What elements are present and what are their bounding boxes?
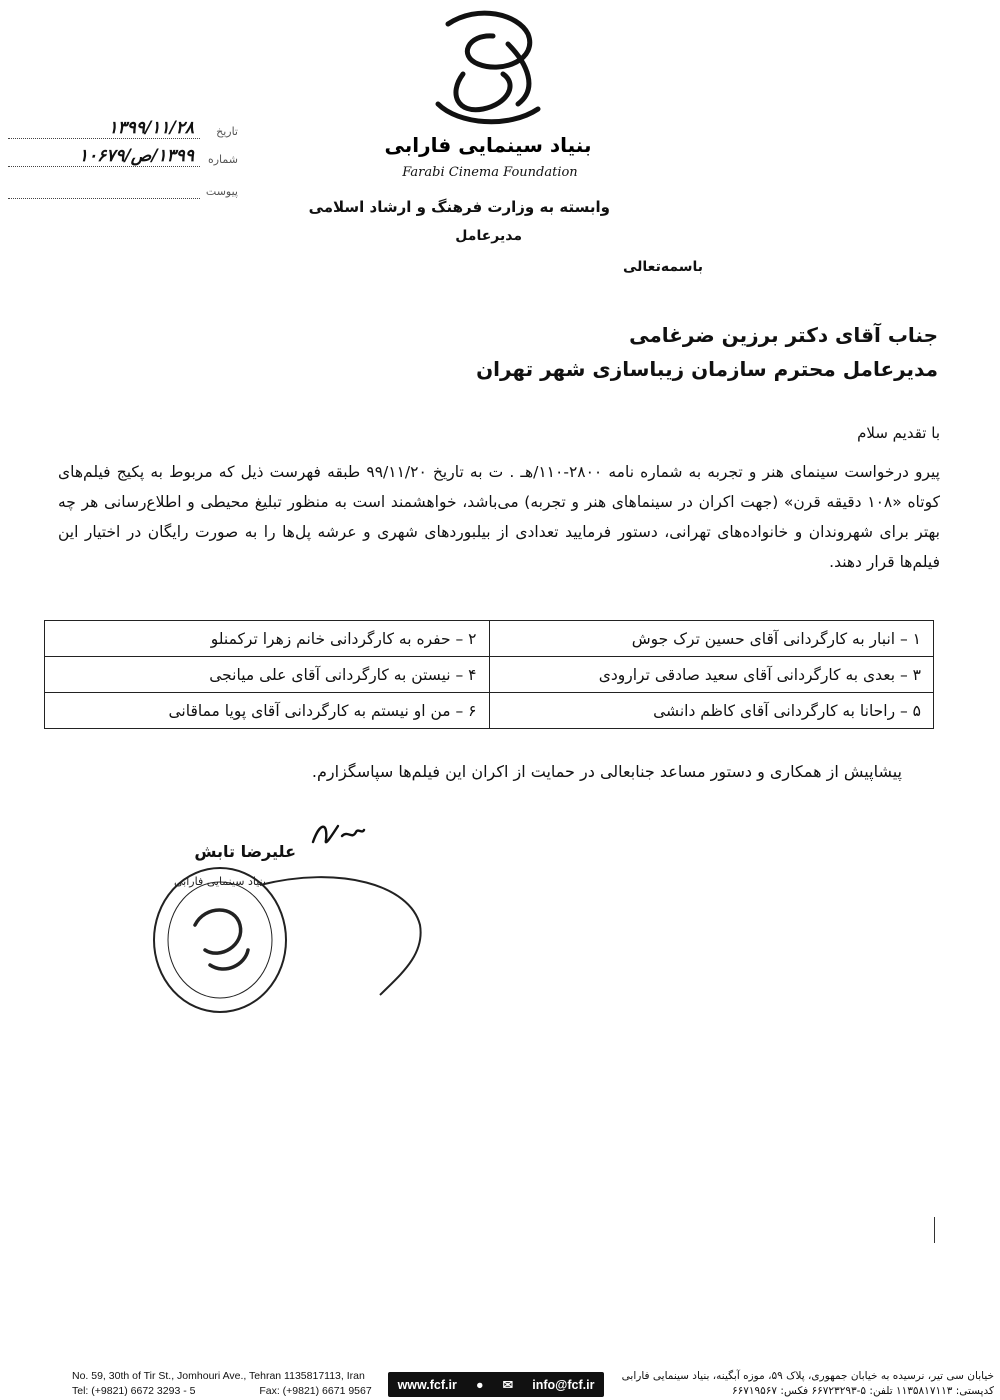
number-label: شماره [207, 152, 238, 166]
farabi-logo [384, 4, 592, 159]
office-title: مدیرعامل [455, 228, 522, 244]
footer-address-en: No. 59, 30th of Tir St., Jomhouri Ave., Tehran 1135817113, Iran [72, 1370, 365, 1382]
table-row [45, 693, 934, 729]
footer-contact-fa: کدپستی: ۱۱۳۵۸۱۷۱۱۳ تلفن: ۵-۶۶۷۲۳۲۹۳ فکس: ۶۶۷۱۹۵۶۷ [731, 1385, 994, 1397]
footer-fax: Fax: (+9821) 6671 9567 [259, 1385, 372, 1397]
margin-mark [934, 1217, 939, 1243]
footer-contact-bar [388, 1372, 604, 1397]
date-row [8, 117, 238, 142]
film-cell: ۴ – نیستن به کارگردانی آقای علی میانجی [45, 657, 490, 693]
attachment-label: پیوست [205, 184, 238, 198]
film-cell: ۳ – بعدی به کارگردانی آقای سعید صادقی ترارودی [489, 657, 934, 693]
footer-website[interactable]: www.fcf.ir [397, 1377, 457, 1392]
film-cell: ۲ – حفره به کارگردانی خانم زهرا ترکمنلو [45, 621, 490, 657]
number-value: ۱۳۹۹/ص/۱۰۶۷۹ [78, 145, 194, 166]
closing-sentence: پیشاپیش از همکاری و دستور مساعد جنابعالی در حمایت از اکران این فیلم‌ها سپاسگزارم. [311, 762, 902, 781]
date-value: ۱۳۹۹/۱۱/۲۸ [108, 117, 194, 138]
letter-body: پیرو درخواست سینمای هنر و تجربه به شماره نامه ۲۸۰۰-۱۱۰/هـ . ت به تاریخ ۹۹/۱۱/۲۰ طبقه فهرست ذیل که مربوط به پکیج فیلم‌های کوتاه «۱۰۸ دقیقه قرن» (جهت اکران در سینماهای هنر و تجربه) می‌باشد، خواهشمند است به منظور تبلیغ محیطی و اطلاع‌رسانی هر چه بهتر برای شهروندان و خانواده‌های تهرانی، دستور فرمایید تعدادی از بیلبوردهای شهری و عرشه پل‌ها را به صورت رایگان در اختیار این فیلم‌ها قرار دهند. [58, 463, 940, 571]
attachment-row [8, 180, 238, 202]
mail-icon: ✉ [502, 1378, 514, 1392]
number-row [8, 145, 238, 170]
logo-fa-text: بنیاد سینمایی فارابی [384, 133, 592, 157]
date-label: تاریخ [216, 124, 238, 138]
official-stamp [140, 845, 435, 1035]
film-cell: ۱ – انبار به کارگردانی آقای حسین ترک جوش [489, 621, 934, 657]
globe-icon: ● [475, 1377, 484, 1392]
films-table [44, 620, 934, 729]
recipient-title: مدیرعامل محترم سازمان زیباسازی شهر تهران [476, 357, 938, 381]
greeting: با تقدیم سلام [857, 424, 940, 442]
logo-english-text: Farabi Cinema Foundation [402, 165, 578, 180]
invocation: باسمه‌تعالی [623, 259, 703, 275]
footer-email[interactable]: info@fcf.ir [532, 1377, 595, 1392]
recipient-block [476, 318, 938, 386]
signatory-name: علیرضا تابش [194, 842, 296, 861]
footer-address-fa: خیابان سی تیر، نرسیده به خیابان جمهوری، پلاک ۵۹، موزه آبگینه، بنیاد سینمایی فارابی [621, 1370, 994, 1382]
table-row [45, 657, 934, 693]
stamp-text: بنیاد سینمایی فارابی [174, 875, 266, 888]
ministry-affiliation: وابسته به وزارت فرهنگ و ارشاد اسلامی [308, 198, 610, 216]
table-row [45, 621, 934, 657]
footer-tel: Tel: (+9821) 6672 3293 - 5 [72, 1385, 196, 1397]
footer-phone-en [72, 1385, 372, 1397]
film-cell: ۶ – من او نیستم به کارگردانی آقای پویا مماقانی [45, 693, 490, 729]
film-cell: ۵ – راحانا به کارگردانی آقای کاظم دانشی [489, 693, 934, 729]
recipient-name: جناب آقای دکتر برزین ضرغامی [629, 323, 938, 347]
